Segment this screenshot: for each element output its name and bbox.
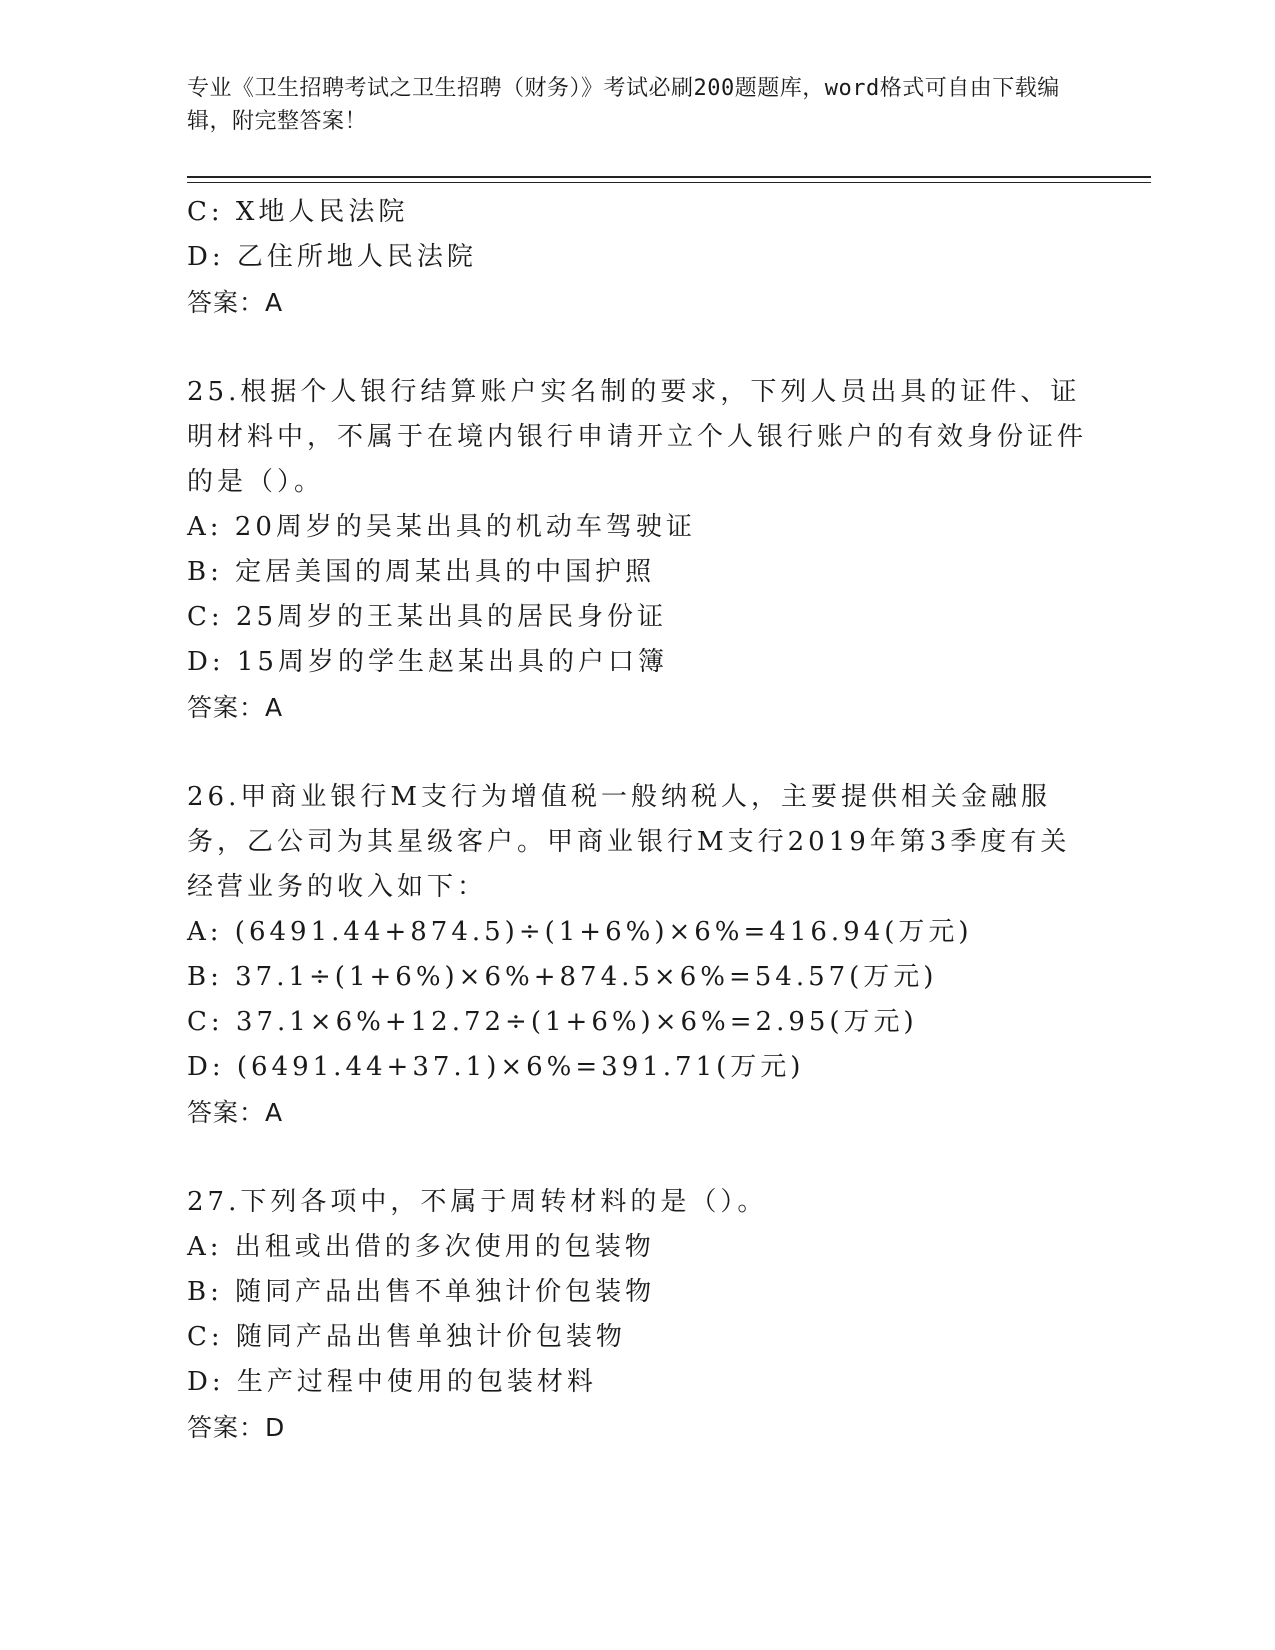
option-c: C: 37.1×6%+12.72÷(1+6%)×6%=2.95(万元) [187,1007,918,1037]
header-divider-thin [187,182,1151,183]
document-header: 专业《卫生招聘考试之卫生招聘（财务）》考试必刷200题题库，word格式可自由下载编辑，附完整答案！ [187,76,1060,134]
option-a: A: 20周岁的吴某出具的机动车驾驶证 [187,512,696,542]
option-b: B: 定居美国的周某出具的中国护照 [187,557,656,587]
option-c: C: X地人民法院 [187,197,409,227]
option-b: B: 37.1÷(1+6%)×6%+874.5×6%=54.57(万元) [187,962,938,992]
answer-line: 答案：A [187,693,284,722]
question-26 [187,775,1087,1135]
option-b: B: 随同产品出售不单独计价包装物 [187,1277,656,1307]
document-body [187,190,1087,1450]
option-a: A: (6491.44+874.5)÷(1+6%)×6%=416.94(万元) [187,917,973,947]
answer-line: 答案：A [187,1098,284,1127]
option-c: C: 随同产品出售单独计价包装物 [187,1322,626,1352]
option-d: D: 乙住所地人民法院 [187,242,477,272]
question-stem: 25.根据个人银行结算账户实名制的要求，下列人员出具的证件、证明材料中，不属于在境内银行申请开立个人银行账户的有效身份证件的是（）。 [187,377,1088,497]
spacer [187,1135,1087,1180]
carryover-question [187,190,1087,325]
answer-line: 答案：D [187,1413,286,1442]
question-25 [187,370,1087,730]
header-divider-thick [187,176,1151,178]
question-27 [187,1180,1087,1450]
spacer [187,325,1087,370]
question-stem: 26.甲商业银行M支行为增值税一般纳税人，主要提供相关金融服务，乙公司为其星级客户。甲商业银行M支行2019年第3季度有关经营业务的收入如下： [187,782,1071,902]
option-c: C: 25周岁的王某出具的居民身份证 [187,602,668,632]
spacer [187,730,1087,775]
option-d: D: 生产过程中使用的包装材料 [187,1367,597,1397]
option-a: A: 出租或出借的多次使用的包装物 [187,1232,655,1262]
option-d: D: (6491.44+37.1)×6%=391.71(万元) [187,1052,805,1082]
question-stem: 27.下列各项中，不属于周转材料的是（）。 [187,1187,768,1217]
option-d: D: 15周岁的学生赵某出具的户口簿 [187,647,668,677]
answer-line: 答案：A [187,288,284,317]
